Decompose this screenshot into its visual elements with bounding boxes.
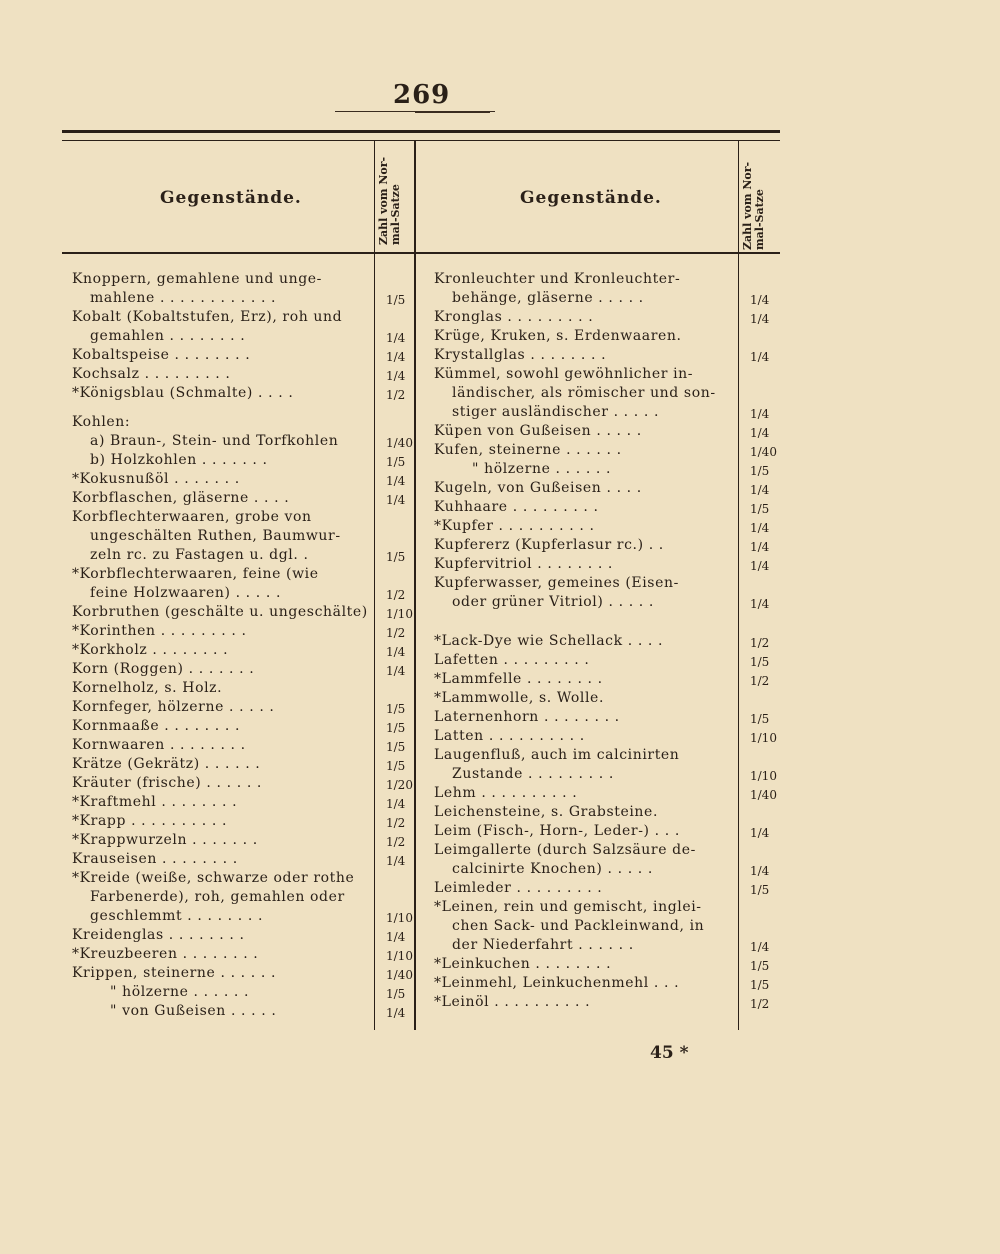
list-item [434, 822, 774, 841]
entry-text: Kronleuchter und Kronleuchter- [434, 271, 681, 287]
list-item [72, 831, 412, 850]
entry-text: *Leinöl . . . . . . . . . . [434, 994, 591, 1010]
page-number: 269 [393, 80, 451, 110]
list-item [72, 584, 412, 603]
list-item [434, 308, 774, 327]
list-item [72, 308, 412, 327]
list-item [72, 603, 412, 622]
list-item [72, 451, 412, 470]
list-item [434, 574, 774, 593]
list-item [434, 555, 774, 574]
entry-rate: 1/4 [386, 664, 406, 678]
list-item [72, 698, 412, 717]
entry-text: *Korbflechterwaaren, feine (wie [72, 566, 319, 582]
list-item [434, 422, 774, 441]
entry-text: Laternenhorn . . . . . . . . [434, 709, 620, 725]
list-item [434, 651, 774, 670]
list-item [72, 964, 412, 983]
entry-rate: 1/2 [750, 997, 770, 1011]
entry-text: Kufen, steinerne . . . . . . [434, 442, 622, 458]
entry-rate: 1/4 [386, 1006, 406, 1020]
entry-rate: 1/10 [386, 949, 413, 963]
entry-text: *Korkholz . . . . . . . . [72, 642, 229, 658]
entry-text: *Kreuzbeeren . . . . . . . . [72, 946, 259, 962]
entry-text: stiger ausländischer . . . . . [452, 404, 660, 420]
center-column-divider [414, 140, 416, 1030]
entry-rate: 1/2 [386, 835, 406, 849]
list-item [72, 774, 412, 793]
entry-text: *Leinmehl, Leinkuchenmehl . . . [434, 975, 680, 991]
list-item [434, 365, 774, 384]
right-column [434, 270, 777, 1012]
list-item [434, 993, 774, 1012]
list-item [434, 689, 774, 708]
entry-rate: 1/4 [386, 645, 406, 659]
entry-rate: 1/4 [750, 483, 770, 497]
entry-text: *Leinkuchen . . . . . . . . [434, 956, 612, 972]
list-item [434, 727, 777, 746]
table-top-rule-thin [62, 140, 780, 141]
list-item [434, 441, 777, 460]
list-item [72, 755, 412, 774]
entry-rate: 1/5 [750, 959, 770, 973]
entry-text: *Kreide (weiße, schwarze oder rothe [72, 870, 355, 886]
entry-text: Zustande . . . . . . . . . [452, 766, 614, 782]
entry-text: chen Sack- und Packleinwand, in [452, 918, 705, 934]
entry-text: b) Holzkohlen . . . . . . . [90, 452, 268, 468]
entry-text: Krippen, steinerne . . . . . . [72, 965, 277, 981]
entry-text: Kornwaaren . . . . . . . . [72, 737, 246, 753]
entry-text: behänge, gläserne . . . . . [452, 290, 644, 306]
entry-text: " hölzerne . . . . . . [110, 984, 250, 1000]
entry-rate: 1/4 [750, 540, 770, 554]
entry-rate: 1/5 [750, 502, 770, 516]
entry-rate: 1/4 [386, 350, 406, 364]
entry-text: Lehm . . . . . . . . . . [434, 785, 578, 801]
list-item [434, 593, 774, 612]
page-number-rule-short [415, 112, 490, 113]
entry-rate: 1/40 [750, 445, 777, 459]
entry-rate: 1/4 [750, 407, 770, 421]
entry-rate: 1/4 [386, 331, 406, 345]
list-item [72, 289, 412, 308]
list-item [434, 974, 774, 993]
entry-text: Kornelholz, s. Holz. [72, 680, 223, 696]
list-item [72, 926, 412, 945]
entry-text: Krätze (Gekrätz) . . . . . . [72, 756, 261, 772]
entry-text: Knoppern, gemahlene und unge- [72, 271, 322, 287]
entry-text: Kobalt (Kobaltstufen, Erz), roh und [72, 309, 343, 325]
list-item [434, 498, 774, 517]
list-item [72, 327, 412, 346]
entry-rate: 1/2 [750, 674, 770, 688]
entry-text: Kohlen: [72, 414, 131, 430]
list-item [72, 622, 412, 641]
list-item [72, 403, 412, 413]
entry-text: mahlene . . . . . . . . . . . . [90, 290, 277, 306]
list-item [72, 546, 412, 565]
list-item [72, 888, 412, 907]
list-item [72, 489, 412, 508]
table-header-rule [62, 252, 780, 254]
entry-rate: 1/4 [386, 854, 406, 868]
list-item [434, 327, 774, 346]
list-item [434, 289, 774, 308]
entry-text: Korbflechterwaaren, grobe von [72, 509, 312, 525]
entry-rate: 1/40 [386, 436, 413, 450]
entry-rate: 1/4 [750, 521, 770, 535]
entry-rate: 1/4 [750, 826, 770, 840]
entry-text: Küpen von Gußeisen . . . . . [434, 423, 642, 439]
entry-rate: 1/10 [750, 769, 777, 783]
entry-rate: 1/4 [386, 369, 406, 383]
entry-text: Korbruthen (geschälte u. ungeschälte) [72, 604, 368, 620]
list-item [434, 346, 774, 365]
list-item [434, 403, 774, 422]
list-item [72, 432, 412, 451]
entry-text: Kupfererz (Kupferlasur rc.) . . [434, 537, 664, 553]
list-item [434, 841, 774, 860]
entry-rate: 1/4 [750, 350, 770, 364]
list-item [72, 660, 412, 679]
entry-text: " hölzerne . . . . . . [472, 461, 612, 477]
list-item [434, 536, 774, 555]
entry-text: Kornfeger, hölzerne . . . . . [72, 699, 275, 715]
entry-rate: 1/5 [386, 759, 406, 773]
list-item [72, 736, 412, 755]
entry-rate: 1/40 [386, 968, 413, 982]
entry-text: Krystallglas . . . . . . . . [434, 347, 607, 363]
entry-rate: 1/4 [750, 597, 770, 611]
entry-text: Krauseisen . . . . . . . . [72, 851, 238, 867]
entry-text: *Lammfelle . . . . . . . . [434, 671, 603, 687]
entry-text: Leichensteine, s. Grabsteine. [434, 804, 658, 820]
list-item [72, 384, 412, 403]
right-subject-header: Gegenstände. [520, 188, 662, 208]
entry-rate: 1/20 [386, 778, 413, 792]
list-item [434, 879, 774, 898]
list-item [72, 413, 412, 432]
entry-rate: 1/5 [386, 550, 406, 564]
entry-text: Kupfervitriol . . . . . . . . [434, 556, 613, 572]
entry-text: Korn (Roggen) . . . . . . . [72, 661, 255, 677]
list-item [434, 803, 774, 822]
entry-rate: 1/4 [750, 940, 770, 954]
entry-text: *Krapp . . . . . . . . . . [72, 813, 228, 829]
entry-text: Leimgallerte (durch Salzsäure de- [434, 842, 696, 858]
entry-text: Kuhhaare . . . . . . . . . [434, 499, 599, 515]
right-rate-header: Zahl vom Nor-mal-Satze [741, 161, 766, 250]
entry-rate: 1/2 [386, 588, 406, 602]
list-item [72, 850, 412, 869]
entry-text: oder grüner Vitriol) . . . . . [452, 594, 654, 610]
list-item [72, 641, 412, 660]
entry-text: Kreidenglas . . . . . . . . [72, 927, 245, 943]
entry-text: *Kupfer . . . . . . . . . . [434, 518, 595, 534]
entry-text: Kobaltspeise . . . . . . . . [72, 347, 251, 363]
list-item [72, 869, 412, 888]
left-column [72, 270, 412, 1021]
left-rate-header: Zahl vom Nor-mal-Satze [377, 156, 402, 245]
list-item [434, 955, 774, 974]
entry-text: Lafetten . . . . . . . . . [434, 652, 590, 668]
entry-text: ländischer, als römischer und son- [452, 385, 716, 401]
list-item [434, 517, 774, 536]
list-item [72, 793, 412, 812]
table-top-rule [62, 130, 780, 133]
entry-rate: 1/4 [750, 426, 770, 440]
list-item [434, 384, 774, 403]
list-item [434, 622, 774, 632]
entry-text: der Niederfahrt . . . . . . [452, 937, 634, 953]
entry-rate: 1/2 [386, 626, 406, 640]
list-item [72, 270, 412, 289]
list-item [434, 746, 774, 765]
list-item [434, 936, 774, 955]
list-item [434, 898, 774, 917]
list-item [72, 679, 412, 698]
entry-rate: 1/4 [386, 474, 406, 488]
left-subject-header: Gegenstände. [160, 188, 302, 208]
entry-rate: 1/10 [386, 911, 413, 925]
list-item [434, 917, 774, 936]
list-item [434, 784, 777, 803]
entry-rate: 1/5 [750, 655, 770, 669]
entry-text: " von Gußeisen . . . . . [110, 1003, 277, 1019]
entry-rate: 1/2 [386, 388, 406, 402]
entry-rate: 1/5 [386, 740, 406, 754]
entry-text: Kümmel, sowohl gewöhnlicher in- [434, 366, 694, 382]
list-item [434, 612, 774, 622]
entry-text: *Königsblau (Schmalte) . . . . [72, 385, 294, 401]
list-item [72, 983, 412, 1002]
entry-rate: 1/4 [386, 493, 406, 507]
entry-text: Leimleder . . . . . . . . . [434, 880, 603, 896]
list-item [72, 346, 412, 365]
entry-rate: 1/5 [750, 464, 770, 478]
entry-text: Leim (Fisch-, Horn-, Leder-) . . . [434, 823, 680, 839]
entry-text: *Lack-Dye wie Schellack . . . . [434, 633, 664, 649]
entry-text: *Krappwurzeln . . . . . . . [72, 832, 258, 848]
entry-text: calcinirte Knochen) . . . . . [452, 861, 653, 877]
entry-text: Kochsalz . . . . . . . . . [72, 366, 231, 382]
entry-rate: 1/40 [750, 788, 777, 802]
entry-text: Korbflaschen, gläserne . . . . [72, 490, 290, 506]
list-item [434, 765, 777, 784]
list-item [72, 565, 412, 584]
entry-text: Kornmaaße . . . . . . . . [72, 718, 241, 734]
entry-text: Latten . . . . . . . . . . [434, 728, 585, 744]
list-item [72, 527, 412, 546]
entry-rate: 1/4 [386, 797, 406, 811]
list-item [434, 708, 774, 727]
entry-text: a) Braun-, Stein- und Torfkohlen [90, 433, 339, 449]
list-item [72, 365, 412, 384]
entry-rate: 1/5 [386, 987, 406, 1001]
entry-text: Krüge, Kruken, s. Erdenwaaren. [434, 328, 682, 344]
entry-rate: 1/5 [386, 293, 406, 307]
list-item [434, 270, 774, 289]
list-item [434, 670, 774, 689]
entry-rate: 1/5 [386, 702, 406, 716]
entry-rate: 1/5 [386, 721, 406, 735]
entry-rate: 1/5 [750, 883, 770, 897]
list-item [72, 717, 412, 736]
entry-rate: 1/4 [750, 864, 770, 878]
entry-rate: 1/4 [750, 312, 770, 326]
footer-signature: 45 * [650, 1043, 689, 1063]
entry-text: Farbenerde), roh, gemahlen oder [90, 889, 345, 905]
entry-text: *Kokusnußöl . . . . . . . [72, 471, 240, 487]
list-item [72, 470, 412, 489]
entry-text: feine Holzwaaren) . . . . . [90, 585, 282, 601]
entry-text: zeln rc. zu Fastagen u. dgl. . [90, 547, 309, 563]
entry-rate: 1/10 [386, 607, 413, 621]
list-item [434, 632, 774, 651]
entry-text: *Kraftmehl . . . . . . . . [72, 794, 238, 810]
list-item [434, 460, 774, 479]
entry-rate: 1/2 [750, 636, 770, 650]
entry-rate: 1/10 [750, 731, 777, 745]
entry-text: Kronglas . . . . . . . . . [434, 309, 594, 325]
list-item [72, 907, 412, 926]
entry-text: Kupferwasser, gemeines (Eisen- [434, 575, 679, 591]
list-item [72, 945, 412, 964]
entry-text: geschlemmt . . . . . . . . [90, 908, 264, 924]
entry-rate: 1/5 [386, 455, 406, 469]
list-item [72, 1002, 412, 1021]
list-item [72, 812, 412, 831]
entry-text: *Korinthen . . . . . . . . . [72, 623, 247, 639]
entry-text: Kräuter (frische) . . . . . . [72, 775, 262, 791]
entry-text: ungeschälten Ruthen, Baumwur- [90, 528, 341, 544]
entry-rate: 1/5 [750, 712, 770, 726]
entry-rate: 1/2 [386, 816, 406, 830]
entry-text: *Lammwolle, s. Wolle. [434, 690, 604, 706]
entry-rate: 1/4 [750, 559, 770, 573]
list-item [434, 479, 774, 498]
list-item [434, 860, 774, 879]
entry-rate: 1/5 [750, 978, 770, 992]
entry-text: gemahlen . . . . . . . . [90, 328, 246, 344]
entry-text: Kugeln, von Gußeisen . . . . [434, 480, 642, 496]
list-item [72, 508, 412, 527]
entry-rate: 1/4 [750, 293, 770, 307]
entry-rate: 1/4 [386, 930, 406, 944]
entry-text: Laugenfluß, auch im calcinirten [434, 747, 680, 763]
entry-text: *Leinen, rein und gemischt, inglei- [434, 899, 702, 915]
